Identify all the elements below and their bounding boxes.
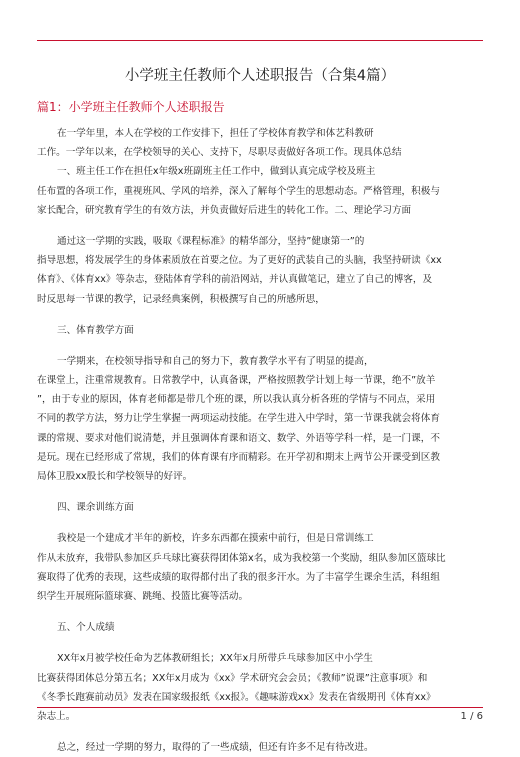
document-body [37,124,483,757]
paragraph-line: 不同的教学方法，努力让学生掌握一两项运动技能。在学生进入中学时，第一节课我就会将体育 [37,413,440,425]
paragraph-line: 在一学年里，本人在学校的工作安排下，担任了学校体育教学和体艺科教研 [57,128,374,139]
paragraph-line: 《冬季长跑赛前动员》发表在国家级报纸《xx报》。《趣味游戏xx》发表在省级期刊《体育xx》 [37,691,436,703]
paragraph-line: 我校是一个建成才半年的新校，许多东西都在摸索中前行，但是日常训练工 [57,533,374,545]
header-rule [37,40,483,41]
paragraph-line: 赛取得了优秀的表现，这些成绩的取得都付出了我的很多汗水。为了丰富学生课余生活，科组组 [37,571,440,583]
subsection-heading: 五、个人成绩 [57,622,115,634]
paragraph-line: 任布置的各项工作，重视班风、学风的培养，深入了解每个学生的思想动态。严格管理，积极与 [37,185,440,197]
subsection-heading: 四、课余训练方面 [57,502,134,514]
footer-rule [37,707,483,708]
paragraph-line: 体育》、《体育xx》等杂志，登陆体育学科的前沿网站，并认真做笔记，建立了自己的博客，及 [37,274,433,286]
subsection-heading: 三、体育教学方面 [57,324,134,336]
paragraph-line: 课的常规、要求对他们说清楚，并且强调体育课和语文、数学、外语等学科一样，是一门课，不 [37,432,440,444]
paragraph-line: 作从未放弃，我带队参加区乒乓球比赛获得团体第x名，成为我校第一个奖励，组队参加区篮球比 [37,552,446,564]
paragraph-line: 在课堂上，注重常规教育。日常教学中，认真备课，严格按照教学计划上每一节课，绝不”放羊 [37,375,436,387]
section-heading: 篇1：小学班主任教师个人述职报告 [37,100,225,114]
paragraph-line: 织学生开展班际篮球赛、跳绳、投篮比赛等活动。 [37,590,249,602]
paragraph-line: 一学期来，在校领导指导和自己的努力下，教育教学水平有了明显的提高， [57,355,374,367]
document-title: 小学班主任教师个人述职报告（合集4篇） [124,68,396,84]
paragraph-line: 是玩。现在已经形成了常规，我们的体育课有序而精彩。在开学初和期末上两节公开课受到区教 [37,451,440,463]
paragraph-line: 指导思想，将发展学生的身体素质放在首要之位。为了更好的武装自己的头脑，我坚持研读《xx [37,255,442,267]
paragraph-line: ”，由于专业的原因，体育老师都是带几个班的课，所以我认真分析各班的学情与不同点，采用 [37,394,436,406]
paragraph-line: 时反思每一节课的教学，记录经典案例，积极撰写自己的所感所思， [37,293,325,305]
paragraph-line: 杂志上。 [37,710,76,722]
paragraph-line: 通过这一学期的实践，吸取《课程标准》的精华部分，坚持”健康第一”的 [57,235,365,247]
paragraph-line: XX年x月被学校任命为艺体教研组长；XX年x月所带乒乓球参加区中小学生 [57,653,373,665]
paragraph-line: 总之，经过一学期的努力，取得的了一些成绩，但还有许多不足有待改进。 [57,742,374,754]
paragraph-line: 一、班主任工作在担任x年级x班副班主任工作中，做到认真完成学校及班主 [57,166,376,178]
paragraph-line: 工作。一学年以来，在学校领导的关心、支持下，尽职尽责做好各项工作。现具体总结 [37,147,402,159]
paragraph-line: 比赛获得团体总分第五名；XX年x月成为《xx》学术研究会会员；《教师”说课”注意事项》和 [37,672,428,684]
paragraph-line: 家长配合，研究教育学生的有效方法，并负责做好后进生的转化工作。二、理论学习方面 [37,204,412,216]
page-number: 1 / 6 [460,711,483,722]
paragraph-line: 局体卫股xx股长和学校领导的好评。 [37,471,193,482]
